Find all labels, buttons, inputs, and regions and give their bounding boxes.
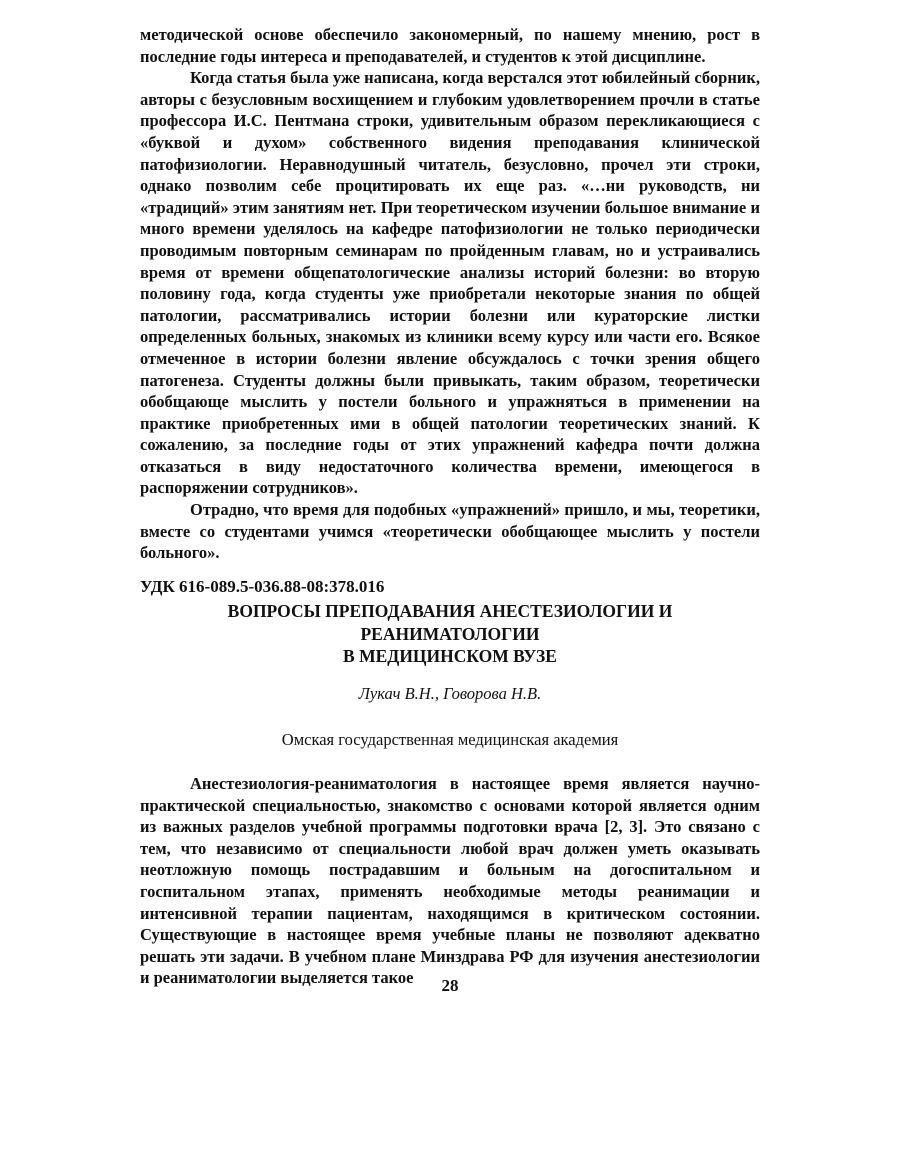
paragraph-quote: Когда статья была уже написана, когда верстался этот юбилейный сборник, авторы с безусловным восхищением и глубоким удовлетворением прочли в статье профессора И.С. Пентмана строки, удивительным образом перекликающиеся с «буквой и духом» собственного видения преподавания клинической патофизиологии. Неравнодушный читатель, безусловно, прочел эти строки, однако позволим себе процитировать их еще раз. «…ни руководств, ни «традиций» этим занятиям нет. При теоретическом изучении большое внимание и много времени уделялось на кафедре патофизиологии не только периодически проводимым повторным семинарам по пройденным главам, но и устраивались время от времени общепатологические анализы историй болезни: во вторую половину года, когда студенты уже приобретали некоторые знания по общей патологии, рассматривались истории болезни или кураторские листки определенных больных, знакомых из клиники всему курсу или части его. Всякое отмеченное в истории болезни явление обсуждалось с точки зрения общего патогенеза. Студенты должны были привыкать, таким образом, теоретически обобщающе мыслить у постели больного и упражняться в применении на практике приобретенных ими в общей патологии теоретических знаний. К сожалению, за последние годы от этих упражнений кафедра почти должна отказаться в виду недостаточного количества времени, имеющегося в распоряжении сотрудников». [140,68,760,498]
article-authors: Лукач В.Н., Говорова Н.В. [358,684,542,703]
title-line: ВОПРОСЫ ПРЕПОДАВАНИЯ АНЕСТЕЗИОЛОГИИ И [227,601,673,621]
page-number: 28 [441,976,459,995]
article-title [140,600,760,668]
article-institution: Омская государственная медицинская академия [281,730,619,749]
previous-article-continuation [140,24,760,564]
article-body [140,773,760,989]
paragraph-body: Анестезиология-реаниматология в настоящее время является научно-практической специальностью, знакомство с основами которой является одним из важных разделов учебной программы подготовки врача [2, 3]. Это связано с тем, что независимо от специальности любой врач должен уметь оказывать неотложную помощь пострадавшим и больным на догоспитальном и госпитальном этапах, применять необходимые методы реанимации и интенсивной терапии пациентам, находящимся в критическом состоянии. Существующие в настоящее время учебные планы не позволяют адекватно решать эти задачи. В учебном плане Минздрава РФ для изучения анестезиологии и реаниматологии выделяется такое [140,774,760,988]
paragraph-conclusion: Отрадно, что время для подобных «упражнений» пришло, и мы, теоретики, вместе со студентами учимся «теоретически обобщающее мыслить у постели больного». [140,500,760,563]
paragraph-continuation: методической основе обеспечило закономерный, по нашему мнению, рост в последние годы интереса и преподавателей, и студентов к этой дисциплине. [140,25,760,66]
title-line: РЕАНИМАТОЛОГИИ [360,623,540,644]
udk-code: УДК 616-089.5-036.88-08:378.016 [140,577,385,596]
title-line: В МЕДИЦИНСКОМ ВУЗЕ [343,646,557,666]
